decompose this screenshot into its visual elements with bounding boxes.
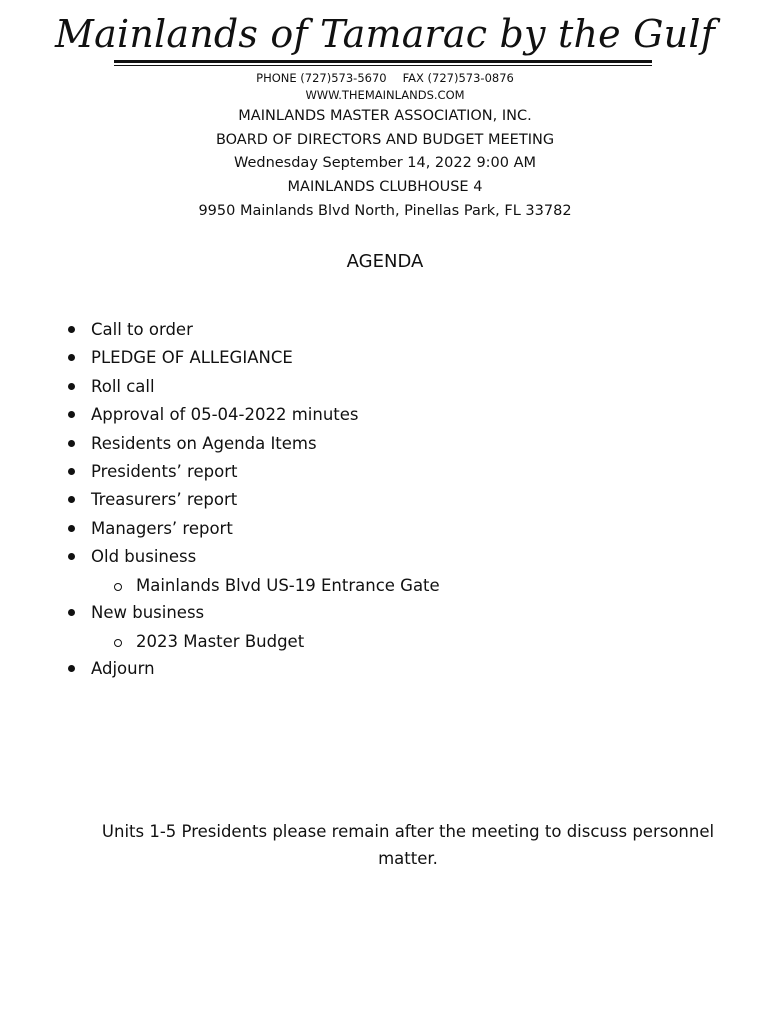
- agenda-item: [0, 344, 770, 372]
- agenda-item: [0, 486, 770, 514]
- meeting-date-time: Wednesday September 14, 2022 9:00 AM: [233, 155, 537, 171]
- meeting-title: BOARD OF DIRECTORS AND BUDGET MEETING: [215, 132, 555, 148]
- bullet-icon: [68, 440, 75, 447]
- letterhead-title: Mainlands of Tamarac by the Gulf: [55, 12, 715, 56]
- bullet-icon: [68, 411, 75, 418]
- bullet-icon: [68, 468, 75, 475]
- bullet-icon: [68, 553, 75, 560]
- bullet-icon: [68, 525, 75, 532]
- hollow-bullet-icon: [114, 639, 122, 647]
- hollow-bullet-icon: [114, 583, 122, 591]
- agenda-item-label: Adjourn: [91, 659, 155, 679]
- meeting-address: 9950 Mainlands Blvd North, Pinellas Park, FL 33782: [198, 203, 572, 219]
- agenda-item: [0, 655, 770, 683]
- agenda-subitem: [0, 628, 770, 656]
- agenda-item-label: Approval of 05-04-2022 minutes: [91, 405, 359, 425]
- agenda-item-label: 2023 Master Budget: [136, 631, 305, 651]
- agenda-item: [0, 543, 770, 571]
- bullet-icon: [68, 609, 75, 616]
- agenda-item: [0, 430, 770, 458]
- bullet-icon: [68, 354, 75, 361]
- letterhead-rule-thick: [114, 60, 652, 63]
- letterhead-rule-thin: [114, 65, 652, 66]
- agenda-item: [0, 401, 770, 429]
- agenda-item: [0, 373, 770, 401]
- agenda-item-label: Old business: [91, 547, 197, 567]
- agenda-heading: AGENDA: [346, 251, 424, 272]
- agenda-item-label: Call to order: [91, 320, 193, 339]
- fax-number: FAX (727)573-0876: [402, 71, 514, 85]
- contact-phone-fax-line: [0, 70, 770, 86]
- agenda-item-label: Managers’ report: [91, 518, 233, 538]
- phone-number: PHONE (727)573-5670: [256, 71, 387, 85]
- agenda-item-label: Presidents’ report: [91, 461, 238, 481]
- bullet-icon: [68, 496, 75, 503]
- meeting-venue: MAINLANDS CLUBHOUSE 4: [287, 179, 483, 195]
- bullet-icon: [68, 665, 75, 672]
- organization-name: MAINLANDS MASTER ASSOCIATION, INC.: [238, 108, 532, 124]
- agenda-item-label: Mainlands Blvd US-19 Entrance Gate: [136, 575, 440, 595]
- agenda-item-label: Residents on Agenda Items: [91, 433, 317, 453]
- agenda-item: [0, 599, 770, 627]
- bullet-icon: [68, 383, 75, 390]
- agenda-item-label: PLEDGE OF ALLEGIANCE: [91, 348, 293, 368]
- agenda-item: [0, 458, 770, 486]
- agenda-item-label: Roll call: [91, 376, 155, 396]
- website: WWW.THEMAINLANDS.COM: [305, 88, 465, 102]
- agenda-item-label: Treasurers’ report: [91, 490, 238, 510]
- agenda-item: [0, 515, 770, 543]
- agenda-item-label: New business: [91, 603, 205, 623]
- agenda-list: [0, 316, 770, 683]
- agenda-subitem: [0, 572, 770, 600]
- agenda-item: [0, 316, 770, 344]
- bullet-icon: [68, 326, 75, 333]
- footer-note: Units 1-5 Presidents please remain after the meeting to discuss personnel matter.: [101, 822, 715, 868]
